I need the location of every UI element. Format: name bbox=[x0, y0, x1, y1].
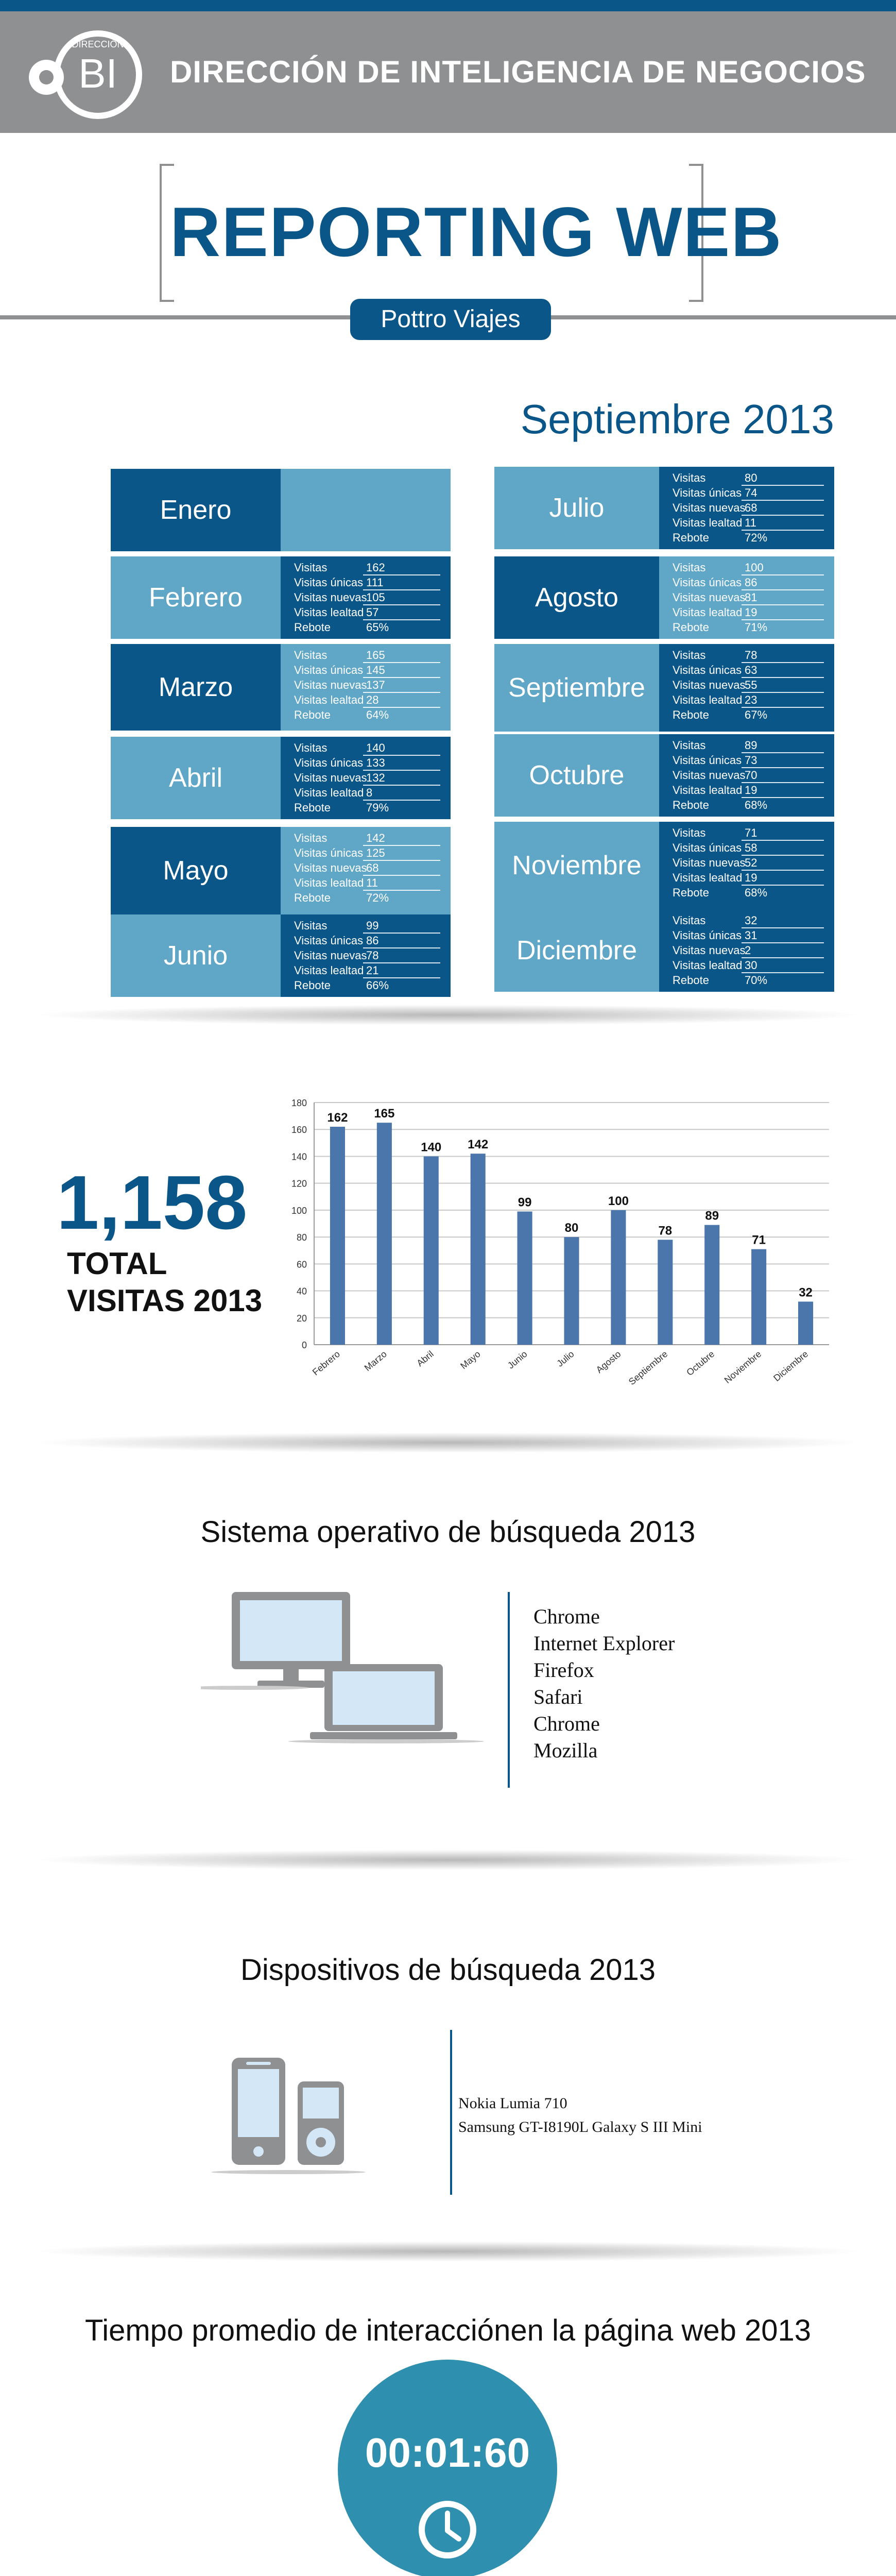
bar-value-label: 140 bbox=[421, 1140, 442, 1155]
stat-value: 65% bbox=[366, 621, 389, 634]
stat-row bbox=[294, 831, 440, 846]
stat-label: Rebote bbox=[294, 801, 331, 814]
stat-value: 133 bbox=[363, 756, 440, 771]
month-block-septiembre bbox=[494, 644, 834, 732]
stat-label: Visitas lealtad bbox=[294, 876, 364, 889]
stat-label: Rebote bbox=[673, 621, 709, 634]
stat-row bbox=[294, 891, 440, 906]
month-block-abril bbox=[111, 737, 451, 819]
stat-value: 81 bbox=[742, 590, 824, 605]
bar-value-label: 89 bbox=[705, 1209, 719, 1223]
month-block-agosto bbox=[494, 556, 834, 639]
stat-row bbox=[673, 648, 824, 663]
x-tick-label: Agosto bbox=[594, 1348, 623, 1376]
stat-row bbox=[294, 648, 440, 663]
stat-row bbox=[294, 693, 440, 708]
stat-value: 78 bbox=[363, 948, 440, 963]
stat-row bbox=[673, 841, 824, 856]
stat-label: Visitas lealtad bbox=[673, 784, 743, 796]
devices-list bbox=[458, 2092, 702, 2139]
stat-value: 86 bbox=[363, 934, 440, 948]
stat-label: Visitas únicas bbox=[673, 754, 742, 767]
stat-label: Visitas nuevas bbox=[294, 771, 367, 784]
x-tick-label: Abril bbox=[415, 1348, 436, 1369]
stat-label: Visitas lealtad bbox=[294, 606, 364, 619]
stat-value: 165 bbox=[363, 648, 440, 663]
month-block-julio bbox=[494, 467, 834, 549]
stat-row bbox=[294, 605, 440, 620]
bar bbox=[704, 1225, 719, 1345]
stat-row bbox=[673, 886, 824, 901]
stat-label: Rebote bbox=[673, 799, 709, 811]
stat-value: 140 bbox=[363, 741, 440, 756]
stat-label: Visitas nuevas bbox=[673, 944, 746, 957]
stat-label: Visitas bbox=[673, 914, 706, 927]
stat-value: 70 bbox=[742, 768, 824, 783]
page-title: REPORTING WEB bbox=[170, 193, 783, 271]
stat-label: Visitas nuevas bbox=[673, 856, 746, 869]
section-shadow bbox=[31, 1432, 865, 1453]
stat-row bbox=[673, 973, 824, 988]
stat-label: Rebote bbox=[673, 531, 709, 544]
stat-label: Visitas bbox=[294, 741, 328, 754]
bar bbox=[564, 1237, 579, 1345]
time-section-title: Tiempo promedio de interacciónen la página web 2013 bbox=[84, 2314, 812, 2347]
stat-value: 73 bbox=[742, 753, 824, 768]
stat-row bbox=[673, 575, 824, 590]
stat-value: 2 bbox=[742, 943, 824, 958]
month-block-diciembre bbox=[494, 909, 834, 992]
stat-label: Visitas únicas bbox=[294, 664, 364, 676]
stat-row bbox=[673, 798, 824, 813]
bar bbox=[751, 1249, 766, 1345]
stat-value: 80 bbox=[742, 471, 824, 486]
stat-value: 19 bbox=[742, 783, 824, 798]
stat-label: Visitas nuevas bbox=[673, 501, 746, 514]
stat-label: Visitas lealtad bbox=[673, 516, 743, 529]
x-tick-label: Septiembre bbox=[627, 1348, 670, 1387]
stat-label: Visitas únicas bbox=[673, 486, 742, 499]
stat-label: Visitas únicas bbox=[294, 934, 364, 947]
stat-value: 64% bbox=[366, 708, 389, 721]
bi-logo bbox=[21, 21, 149, 124]
stat-row bbox=[673, 708, 824, 723]
stat-label: Visitas nuevas bbox=[673, 769, 746, 782]
stat-value: 162 bbox=[363, 561, 440, 575]
stat-row bbox=[673, 913, 824, 928]
month-stats bbox=[281, 644, 451, 731]
month-block-marzo bbox=[111, 644, 451, 731]
stat-row bbox=[294, 590, 440, 605]
stat-row bbox=[673, 958, 824, 973]
bar-value-label: 142 bbox=[468, 1138, 489, 1152]
stat-value: 32 bbox=[742, 913, 824, 928]
stat-value: 71% bbox=[745, 621, 768, 634]
stat-label: Visitas bbox=[294, 832, 328, 844]
stat-value: 74 bbox=[742, 486, 824, 501]
stat-label: Rebote bbox=[673, 708, 709, 721]
stat-row bbox=[294, 663, 440, 678]
stat-row bbox=[294, 978, 440, 993]
month-name: Noviembre bbox=[494, 822, 659, 909]
stat-value: 67% bbox=[745, 708, 768, 721]
stat-value: 72% bbox=[745, 531, 768, 544]
stat-row bbox=[673, 678, 824, 693]
stat-row bbox=[673, 783, 824, 798]
stat-row bbox=[673, 486, 824, 501]
stat-label: Visitas bbox=[673, 826, 706, 839]
total-label-line2: VISITAS 2013 bbox=[67, 1283, 263, 1318]
x-tick-label: Diciembre bbox=[771, 1348, 811, 1384]
section-shadow bbox=[31, 2241, 865, 2262]
stat-value: 111 bbox=[363, 575, 440, 590]
stat-row bbox=[294, 741, 440, 756]
stat-label: Rebote bbox=[294, 621, 331, 634]
stat-value: 55 bbox=[742, 678, 824, 693]
month-block-octubre bbox=[494, 734, 834, 817]
os-list-item: Safari bbox=[533, 1685, 583, 1708]
stat-value: 8 bbox=[363, 786, 440, 801]
y-tick-label: 40 bbox=[296, 1286, 307, 1297]
stat-value: 30 bbox=[742, 958, 824, 973]
stat-value: 99 bbox=[363, 919, 440, 934]
os-list bbox=[533, 1603, 675, 1764]
stat-value: 132 bbox=[363, 771, 440, 786]
section-shadow bbox=[31, 1005, 865, 1025]
stat-value: 68 bbox=[742, 501, 824, 516]
total-visits-number: 1,158 bbox=[57, 1160, 248, 1245]
month-name: Enero bbox=[111, 469, 281, 551]
stat-row bbox=[673, 768, 824, 783]
header-title: DIRECCIÓN DE INTELIGENCIA DE NEGOCIOS bbox=[170, 55, 866, 89]
month-name: Abril bbox=[111, 737, 281, 819]
x-tick-label: Junio bbox=[505, 1348, 529, 1371]
computer-icon bbox=[201, 1587, 489, 1757]
stat-value: 79% bbox=[366, 801, 389, 814]
bar-value-label: 32 bbox=[799, 1285, 813, 1300]
client-name-badge: Pottro Viajes bbox=[350, 299, 551, 340]
stat-value: 58 bbox=[742, 841, 824, 856]
month-stats bbox=[659, 822, 834, 909]
bar bbox=[518, 1212, 532, 1345]
avg-time-value: 00:01:60 bbox=[365, 2430, 530, 2476]
month-stats bbox=[281, 914, 451, 997]
stat-row bbox=[673, 856, 824, 871]
mobile-devices-icon bbox=[206, 2056, 391, 2179]
stat-label: Visitas lealtad bbox=[294, 786, 364, 799]
stat-row bbox=[673, 501, 824, 516]
bar-value-label: 162 bbox=[327, 1111, 348, 1125]
stat-row bbox=[673, 943, 824, 958]
stat-value: 142 bbox=[363, 831, 440, 846]
month-stats bbox=[659, 734, 834, 817]
stat-row bbox=[294, 861, 440, 876]
stat-label: Visitas únicas bbox=[673, 576, 742, 589]
month-name: Agosto bbox=[494, 556, 659, 639]
y-tick-label: 100 bbox=[291, 1205, 307, 1216]
os-list-item: Internet Explorer bbox=[533, 1632, 675, 1655]
bar bbox=[798, 1301, 813, 1345]
stat-value: 21 bbox=[363, 963, 440, 978]
stat-label: Visitas lealtad bbox=[673, 959, 743, 972]
stat-value: 57 bbox=[363, 605, 440, 620]
device-list-item: Samsung GT-I8190L Galaxy S III Mini bbox=[458, 2119, 702, 2136]
stat-row bbox=[294, 561, 440, 575]
stat-row bbox=[673, 928, 824, 943]
stat-label: Visitas bbox=[673, 471, 706, 484]
devices-section-title: Dispositivos de búsqueda 2013 bbox=[240, 1953, 656, 1987]
y-tick-label: 20 bbox=[296, 1313, 307, 1324]
stat-label: Visitas únicas bbox=[294, 576, 364, 589]
month-block-febrero bbox=[111, 556, 451, 639]
logo-letters: BI bbox=[78, 50, 117, 96]
bar-value-label: 100 bbox=[608, 1194, 629, 1208]
stat-row bbox=[294, 934, 440, 948]
clock-icon bbox=[416, 2498, 479, 2562]
stat-label: Rebote bbox=[294, 708, 331, 721]
stat-label: Visitas bbox=[294, 919, 328, 932]
stat-row bbox=[673, 605, 824, 620]
month-stats bbox=[281, 737, 451, 819]
stat-value: 68% bbox=[745, 799, 768, 811]
stat-row bbox=[673, 693, 824, 708]
stat-label: Visitas lealtad bbox=[673, 693, 743, 706]
stat-value: 89 bbox=[742, 738, 824, 753]
bar-value-label: 99 bbox=[518, 1195, 532, 1210]
stat-label: Visitas bbox=[673, 561, 706, 574]
bar bbox=[424, 1156, 439, 1345]
month-stats bbox=[281, 469, 451, 551]
stat-row bbox=[294, 876, 440, 891]
stat-label: Visitas lealtad bbox=[673, 871, 743, 884]
month-stats bbox=[659, 644, 834, 732]
bar-value-label: 165 bbox=[374, 1107, 395, 1121]
stat-row bbox=[294, 708, 440, 723]
bar bbox=[611, 1210, 626, 1345]
x-tick-label: Mayo bbox=[458, 1348, 483, 1371]
logo-top-text: DIRECCIÓN bbox=[72, 39, 124, 49]
stat-row bbox=[673, 561, 824, 575]
stat-label: Visitas únicas bbox=[673, 664, 742, 676]
month-name: Octubre bbox=[494, 734, 659, 817]
stat-label: Visitas nuevas bbox=[673, 591, 746, 604]
stat-row bbox=[294, 846, 440, 861]
stat-value: 86 bbox=[742, 575, 824, 590]
stat-label: Visitas lealtad bbox=[673, 606, 743, 619]
stat-value: 125 bbox=[363, 846, 440, 861]
stat-row bbox=[673, 620, 824, 635]
stat-value: 66% bbox=[366, 979, 389, 992]
stat-row bbox=[294, 963, 440, 978]
stat-value: 137 bbox=[363, 678, 440, 693]
x-tick-label: Febrero bbox=[310, 1348, 342, 1378]
stat-label: Visitas nuevas bbox=[294, 949, 367, 962]
y-tick-label: 180 bbox=[291, 1098, 307, 1108]
stat-row bbox=[294, 771, 440, 786]
stat-row bbox=[673, 753, 824, 768]
stat-row bbox=[294, 948, 440, 963]
stat-label: Rebote bbox=[673, 974, 709, 987]
x-tick-label: Julio bbox=[555, 1348, 576, 1369]
stat-value: 70% bbox=[745, 974, 768, 987]
os-list-item: Mozilla bbox=[533, 1739, 598, 1762]
month-block-junio bbox=[111, 914, 451, 997]
month-name: Mayo bbox=[111, 827, 281, 914]
stat-label: Visitas únicas bbox=[294, 756, 364, 769]
stat-row bbox=[294, 575, 440, 590]
stat-value: 78 bbox=[742, 648, 824, 663]
month-block-noviembre bbox=[494, 822, 834, 909]
stat-value: 145 bbox=[363, 663, 440, 678]
month-stats bbox=[281, 827, 451, 914]
stat-label: Rebote bbox=[294, 891, 331, 904]
bar bbox=[330, 1127, 345, 1345]
bar bbox=[471, 1154, 486, 1345]
stat-row bbox=[673, 663, 824, 678]
stat-value: 105 bbox=[363, 590, 440, 605]
y-tick-label: 0 bbox=[301, 1340, 307, 1350]
os-divider bbox=[508, 1592, 510, 1788]
month-stats bbox=[659, 909, 834, 992]
stat-value: 19 bbox=[742, 871, 824, 886]
stat-label: Visitas nuevas bbox=[294, 861, 367, 874]
stat-label: Visitas bbox=[673, 649, 706, 662]
bar-value-label: 80 bbox=[564, 1221, 579, 1235]
bar-value-label: 78 bbox=[658, 1224, 673, 1238]
stat-label: Visitas nuevas bbox=[294, 679, 367, 691]
stat-value: 19 bbox=[742, 605, 824, 620]
stat-label: Rebote bbox=[673, 886, 709, 899]
month-stats bbox=[281, 556, 451, 639]
month-stats bbox=[659, 467, 834, 549]
stat-row bbox=[673, 590, 824, 605]
stat-label: Visitas nuevas bbox=[673, 679, 746, 691]
y-tick-label: 120 bbox=[291, 1178, 307, 1189]
stat-label: Visitas bbox=[294, 561, 328, 574]
os-section-title: Sistema operativo de búsqueda 2013 bbox=[200, 1515, 696, 1549]
stat-label: Visitas bbox=[294, 649, 328, 662]
stat-row bbox=[673, 738, 824, 753]
device-list-item: Nokia Lumia 710 bbox=[458, 2095, 567, 2112]
y-tick-label: 140 bbox=[291, 1151, 307, 1162]
os-list-item: Chrome bbox=[533, 1712, 600, 1735]
stat-label: Visitas únicas bbox=[673, 841, 742, 854]
x-tick-label: Noviembre bbox=[722, 1348, 764, 1386]
os-list-item: Firefox bbox=[533, 1658, 594, 1682]
stat-row bbox=[294, 801, 440, 816]
month-block-mayo bbox=[111, 827, 451, 914]
section-shadow bbox=[31, 1850, 865, 1870]
os-list-item: Chrome bbox=[533, 1605, 600, 1628]
y-tick-label: 60 bbox=[296, 1259, 307, 1270]
month-name: Julio bbox=[494, 467, 659, 549]
stat-row bbox=[294, 786, 440, 801]
total-label-line1: TOTAL bbox=[67, 1246, 167, 1281]
stat-label: Visitas lealtad bbox=[294, 693, 364, 706]
y-tick-label: 80 bbox=[296, 1232, 307, 1243]
stat-value: 31 bbox=[742, 928, 824, 943]
stat-row bbox=[673, 531, 824, 546]
stat-label: Visitas únicas bbox=[294, 846, 364, 859]
stat-value: 11 bbox=[363, 876, 440, 891]
y-tick-label: 160 bbox=[291, 1125, 307, 1136]
stat-row bbox=[673, 871, 824, 886]
stat-value: 72% bbox=[366, 891, 389, 904]
month-name: Febrero bbox=[111, 556, 281, 639]
x-tick-label: Marzo bbox=[362, 1348, 389, 1374]
stat-value: 68% bbox=[745, 886, 768, 899]
stat-value: 28 bbox=[363, 693, 440, 708]
stat-value: 68 bbox=[363, 861, 440, 876]
period-label: Septiembre 2013 bbox=[520, 396, 834, 442]
stat-value: 52 bbox=[742, 856, 824, 871]
visits-bar-chart bbox=[278, 1072, 850, 1391]
month-block-enero bbox=[111, 469, 451, 551]
stat-row bbox=[294, 756, 440, 771]
bar-value-label: 71 bbox=[752, 1233, 766, 1247]
stat-label: Visitas nuevas bbox=[294, 591, 367, 604]
stat-value: 71 bbox=[742, 826, 824, 841]
stat-row bbox=[294, 919, 440, 934]
month-name: Diciembre bbox=[494, 909, 659, 992]
month-name: Junio bbox=[111, 914, 281, 997]
stat-row bbox=[294, 620, 440, 635]
bar bbox=[658, 1240, 673, 1345]
month-name: Septiembre bbox=[494, 644, 659, 732]
stat-value: 63 bbox=[742, 663, 824, 678]
stat-value: 100 bbox=[742, 561, 824, 575]
x-tick-label: Octubre bbox=[684, 1348, 717, 1378]
month-name: Marzo bbox=[111, 644, 281, 731]
stat-row bbox=[294, 678, 440, 693]
stat-label: Visitas únicas bbox=[673, 929, 742, 942]
stat-label: Visitas bbox=[673, 739, 706, 752]
stat-row bbox=[673, 471, 824, 486]
devices-divider bbox=[450, 2030, 452, 2195]
month-stats bbox=[659, 556, 834, 639]
stat-row bbox=[673, 826, 824, 841]
stat-value: 11 bbox=[742, 516, 824, 531]
bar bbox=[377, 1123, 392, 1345]
stat-label: Visitas lealtad bbox=[294, 964, 364, 977]
stat-row bbox=[673, 516, 824, 531]
top-color-strip bbox=[0, 0, 896, 11]
stat-label: Rebote bbox=[294, 979, 331, 992]
stat-value: 23 bbox=[742, 693, 824, 708]
